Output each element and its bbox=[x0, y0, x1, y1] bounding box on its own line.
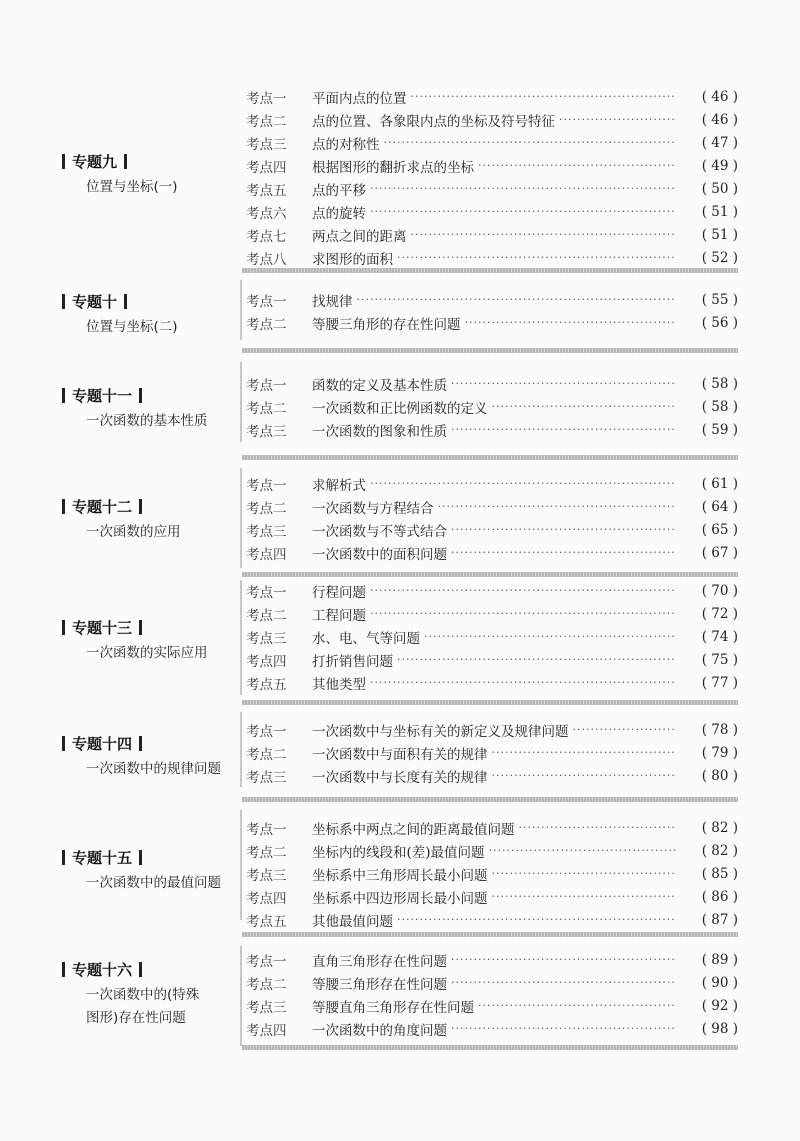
topic-heading bbox=[62, 846, 240, 895]
page-number: ( 85 ) bbox=[701, 865, 738, 882]
entry-title: 点的位置、各象限内点的坐标及符号特征 bbox=[312, 113, 555, 130]
page-number: ( 51 ) bbox=[701, 203, 738, 220]
topic-heading bbox=[62, 495, 240, 544]
dot-leader bbox=[451, 418, 676, 441]
entry-title: 点的旋转 bbox=[312, 205, 366, 222]
exam-point-number: 考点一 bbox=[246, 293, 287, 310]
entry-title: 点的对称性 bbox=[312, 136, 380, 153]
topic-heading bbox=[62, 616, 240, 665]
exam-point-list bbox=[246, 472, 738, 564]
dot-leader bbox=[370, 177, 676, 200]
topic-subtitle: 一次函数的应用 bbox=[86, 524, 181, 540]
page-number: ( 89 ) bbox=[701, 951, 738, 968]
dot-leader bbox=[492, 741, 677, 764]
toc-entry[interactable] bbox=[246, 223, 738, 246]
page-number: ( 75 ) bbox=[701, 651, 738, 668]
topic-tag-label: 专题十三 bbox=[72, 618, 133, 637]
topic-tag bbox=[62, 384, 240, 406]
entry-title: 一次函数的图象和性质 bbox=[312, 423, 447, 440]
section-divider bbox=[242, 700, 738, 705]
page-number: ( 82 ) bbox=[701, 842, 738, 859]
page-number: ( 51 ) bbox=[701, 226, 738, 243]
page-number: ( 61 ) bbox=[701, 475, 738, 492]
section-divider bbox=[242, 268, 738, 273]
exam-point-list bbox=[246, 85, 738, 269]
page-number: ( 79 ) bbox=[701, 744, 738, 761]
page-number: ( 65 ) bbox=[701, 521, 738, 538]
topic-tag bbox=[62, 732, 240, 754]
exam-point-number: 考点一 bbox=[246, 377, 287, 394]
exam-point-number: 考点四 bbox=[246, 546, 287, 563]
topic-heading bbox=[62, 958, 240, 1030]
topic-tag-label: 专题十五 bbox=[72, 848, 133, 867]
toc-entry[interactable] bbox=[246, 395, 738, 418]
dot-leader bbox=[451, 1017, 676, 1040]
page-number: ( 47 ) bbox=[701, 134, 738, 151]
exam-point-list bbox=[246, 579, 738, 694]
page-number: ( 67 ) bbox=[701, 544, 738, 561]
toc-entry[interactable] bbox=[246, 764, 738, 787]
entry-title: 找规律 bbox=[312, 293, 353, 310]
topic-subtitle-line-2: 图形)存在性问题 bbox=[86, 1010, 186, 1026]
exam-point-number: 考点三 bbox=[246, 523, 287, 540]
entry-title: 打折销售问题 bbox=[312, 653, 393, 670]
toc-entry[interactable] bbox=[246, 741, 738, 764]
exam-point-number: 考点二 bbox=[246, 976, 287, 993]
exam-point-number: 考点一 bbox=[246, 90, 287, 107]
page-number: ( 80 ) bbox=[701, 767, 738, 784]
toc-entry[interactable] bbox=[246, 200, 738, 223]
topic-tag-label: 专题十 bbox=[72, 292, 118, 311]
section-bracket bbox=[240, 280, 242, 340]
entry-title: 等腰三角形存在性问题 bbox=[312, 976, 447, 993]
page-number: ( 56 ) bbox=[701, 314, 738, 331]
exam-point-number: 考点五 bbox=[246, 913, 287, 930]
dot-leader bbox=[492, 862, 677, 885]
toc-entry[interactable] bbox=[246, 816, 738, 839]
exam-point-list bbox=[246, 372, 738, 441]
toc-entry[interactable] bbox=[246, 602, 738, 625]
dot-leader bbox=[519, 816, 677, 839]
page-number: ( 59 ) bbox=[701, 421, 738, 438]
section-divider bbox=[242, 1045, 738, 1050]
toc-entry[interactable] bbox=[246, 948, 738, 971]
exam-point-number: 考点二 bbox=[246, 400, 287, 417]
topic-tag-label: 专题十四 bbox=[72, 734, 133, 753]
topic-tag bbox=[62, 290, 240, 312]
topic-tag-label: 专题十六 bbox=[72, 960, 133, 979]
toc-entry[interactable] bbox=[246, 648, 738, 671]
dot-leader bbox=[451, 541, 676, 564]
toc-entry[interactable] bbox=[246, 518, 738, 541]
toc-entry[interactable] bbox=[246, 671, 738, 694]
entry-title: 根据图形的翻折求点的坐标 bbox=[312, 159, 474, 176]
page-number: ( 78 ) bbox=[701, 721, 738, 738]
section-bracket bbox=[240, 468, 242, 568]
page-number: ( 58 ) bbox=[701, 375, 738, 392]
exam-point-number: 考点三 bbox=[246, 867, 287, 884]
dot-leader bbox=[397, 246, 676, 269]
entry-title: 一次函数中与坐标有关的新定义及规律问题 bbox=[312, 723, 569, 740]
page-number: ( 46 ) bbox=[701, 111, 738, 128]
dot-leader bbox=[489, 839, 676, 862]
topic-tag-label: 专题九 bbox=[72, 152, 118, 171]
page-number: ( 74 ) bbox=[701, 628, 738, 645]
entry-title: 函数的定义及基本性质 bbox=[312, 377, 447, 394]
entry-title: 坐标系中三角形周长最小问题 bbox=[312, 867, 488, 884]
exam-point-number: 考点三 bbox=[246, 136, 287, 153]
topic-tag bbox=[62, 846, 240, 868]
page-number: ( 46 ) bbox=[701, 88, 738, 105]
entry-title: 其他类型 bbox=[312, 676, 366, 693]
exam-point-number: 考点二 bbox=[246, 746, 287, 763]
exam-point-number: 考点四 bbox=[246, 890, 287, 907]
dot-leader bbox=[478, 154, 676, 177]
section-divider bbox=[242, 455, 738, 460]
toc-entry[interactable] bbox=[246, 311, 738, 334]
toc-entry[interactable] bbox=[246, 718, 738, 741]
dot-leader bbox=[559, 108, 676, 131]
page-number: ( 49 ) bbox=[701, 157, 738, 174]
topic-heading bbox=[62, 732, 240, 781]
exam-point-number: 考点八 bbox=[246, 251, 287, 268]
toc-entry[interactable] bbox=[246, 625, 738, 648]
page-number: ( 58 ) bbox=[701, 398, 738, 415]
toc-entry[interactable] bbox=[246, 971, 738, 994]
toc-entry[interactable] bbox=[246, 541, 738, 564]
toc-entry[interactable] bbox=[246, 418, 738, 441]
page-number: ( 77 ) bbox=[701, 674, 738, 691]
exam-point-number: 考点二 bbox=[246, 844, 287, 861]
exam-point-number: 考点一 bbox=[246, 723, 287, 740]
exam-point-list bbox=[246, 816, 738, 931]
entry-title: 一次函数中与面积有关的规律 bbox=[312, 746, 488, 763]
entry-title: 等腰直角三角形存在性问题 bbox=[312, 999, 474, 1016]
page-number: ( 50 ) bbox=[701, 180, 738, 197]
topic-tag-label: 专题十一 bbox=[72, 386, 133, 405]
dot-leader bbox=[451, 948, 676, 971]
exam-point-number: 考点四 bbox=[246, 653, 287, 670]
toc-entry[interactable] bbox=[246, 908, 738, 931]
exam-point-number: 考点四 bbox=[246, 159, 287, 176]
toc-entry[interactable] bbox=[246, 372, 738, 395]
exam-point-number: 考点二 bbox=[246, 113, 287, 130]
dot-leader bbox=[492, 395, 677, 418]
topic-tag bbox=[62, 616, 240, 638]
dot-leader bbox=[370, 579, 676, 602]
dot-leader bbox=[451, 518, 676, 541]
dot-leader bbox=[397, 648, 676, 671]
exam-point-list bbox=[246, 948, 738, 1040]
topic-heading bbox=[62, 290, 240, 339]
toc-entry[interactable] bbox=[246, 579, 738, 602]
entry-title: 直角三角形存在性问题 bbox=[312, 953, 447, 970]
topic-tag bbox=[62, 958, 240, 980]
exam-point-number: 考点五 bbox=[246, 676, 287, 693]
topic-subtitle: 一次函数的实际应用 bbox=[86, 645, 208, 661]
section-bracket bbox=[240, 712, 242, 787]
page-number: ( 82 ) bbox=[701, 819, 738, 836]
topic-tag bbox=[62, 495, 240, 517]
page-number: ( 87 ) bbox=[701, 911, 738, 928]
page-number: ( 98 ) bbox=[701, 1020, 738, 1037]
entry-title: 行程问题 bbox=[312, 584, 366, 601]
toc-entry[interactable] bbox=[246, 495, 738, 518]
page-number: ( 55 ) bbox=[701, 291, 738, 308]
exam-point-list bbox=[246, 288, 738, 334]
page-number: ( 86 ) bbox=[701, 888, 738, 905]
section-bracket bbox=[240, 810, 242, 920]
toc-entry[interactable] bbox=[246, 1017, 738, 1040]
entry-title: 水、电、气等问题 bbox=[312, 630, 420, 647]
section-divider bbox=[242, 932, 738, 937]
section-bracket bbox=[240, 946, 242, 1046]
exam-point-number: 考点四 bbox=[246, 1022, 287, 1039]
exam-point-number: 考点五 bbox=[246, 182, 287, 199]
section-bracket bbox=[240, 362, 242, 442]
topic-subtitle: 一次函数的基本性质 bbox=[86, 413, 208, 429]
page-number: ( 70 ) bbox=[701, 582, 738, 599]
entry-title: 等腰三角形的存在性问题 bbox=[312, 316, 461, 333]
toc-entry[interactable] bbox=[246, 288, 738, 311]
dot-leader bbox=[492, 885, 677, 908]
topic-heading bbox=[62, 150, 240, 199]
exam-point-number: 考点三 bbox=[246, 769, 287, 786]
toc-entry[interactable] bbox=[246, 85, 738, 108]
dot-leader bbox=[411, 223, 677, 246]
dot-leader bbox=[384, 131, 677, 154]
dot-leader bbox=[573, 718, 677, 741]
dot-leader bbox=[370, 671, 676, 694]
entry-title: 一次函数与方程结合 bbox=[312, 500, 434, 517]
dot-leader bbox=[438, 495, 677, 518]
topic-heading bbox=[62, 384, 240, 433]
topic-subtitle: 一次函数中的最值问题 bbox=[86, 875, 221, 891]
entry-title: 工程问题 bbox=[312, 607, 366, 624]
dot-leader bbox=[370, 200, 676, 223]
entry-title: 一次函数中的角度问题 bbox=[312, 1022, 447, 1039]
page-number: ( 52 ) bbox=[701, 249, 738, 266]
entry-title: 一次函数中与长度有关的规律 bbox=[312, 769, 488, 786]
entry-title: 求解析式 bbox=[312, 477, 366, 494]
exam-point-number: 考点一 bbox=[246, 477, 287, 494]
exam-point-list bbox=[246, 718, 738, 787]
page-number: ( 72 ) bbox=[701, 605, 738, 622]
dot-leader bbox=[357, 288, 677, 311]
topic-subtitle: 一次函数中的规律问题 bbox=[86, 761, 221, 777]
entry-title: 两点之间的距离 bbox=[312, 228, 407, 245]
dot-leader bbox=[451, 372, 676, 395]
dot-leader bbox=[411, 85, 677, 108]
exam-point-number: 考点三 bbox=[246, 630, 287, 647]
toc-entry[interactable] bbox=[246, 472, 738, 495]
toc-entry[interactable] bbox=[246, 108, 738, 131]
section-bracket bbox=[240, 580, 242, 695]
exam-point-number: 考点七 bbox=[246, 228, 287, 245]
page-number: ( 64 ) bbox=[701, 498, 738, 515]
page-number: ( 92 ) bbox=[701, 997, 738, 1014]
toc-entry[interactable] bbox=[246, 131, 738, 154]
exam-point-number: 考点一 bbox=[246, 584, 287, 601]
entry-title: 点的平移 bbox=[312, 182, 366, 199]
section-divider bbox=[242, 572, 738, 577]
dot-leader bbox=[451, 971, 676, 994]
entry-title: 一次函数与不等式结合 bbox=[312, 523, 447, 540]
toc-entry[interactable] bbox=[246, 994, 738, 1017]
entry-title: 坐标系中两点之间的距离最值问题 bbox=[312, 821, 515, 838]
exam-point-number: 考点二 bbox=[246, 316, 287, 333]
dot-leader bbox=[370, 602, 676, 625]
toc-entry[interactable] bbox=[246, 177, 738, 200]
entry-title: 平面内点的位置 bbox=[312, 90, 407, 107]
toc-entry[interactable] bbox=[246, 154, 738, 177]
dot-leader bbox=[370, 472, 676, 495]
dot-leader bbox=[492, 764, 677, 787]
exam-point-number: 考点三 bbox=[246, 423, 287, 440]
toc-entry[interactable] bbox=[246, 885, 738, 908]
entry-title: 坐标内的线段和(差)最值问题 bbox=[312, 844, 485, 861]
dot-leader bbox=[465, 311, 677, 334]
entry-title: 求图形的面积 bbox=[312, 251, 393, 268]
toc-entry[interactable] bbox=[246, 246, 738, 269]
topic-subtitle: 位置与坐标(二) bbox=[86, 319, 178, 335]
exam-point-number: 考点二 bbox=[246, 607, 287, 624]
toc-entry[interactable] bbox=[246, 862, 738, 885]
dot-leader bbox=[397, 908, 676, 931]
exam-point-number: 考点六 bbox=[246, 205, 287, 222]
exam-point-number: 考点二 bbox=[246, 500, 287, 517]
topic-tag bbox=[62, 150, 240, 172]
section-divider bbox=[242, 348, 738, 353]
exam-point-number: 考点三 bbox=[246, 999, 287, 1016]
topic-subtitle-line-1: 一次函数中的(特殊 bbox=[86, 987, 200, 1003]
section-divider bbox=[242, 797, 738, 802]
entry-title: 坐标系中四边形周长最小问题 bbox=[312, 890, 488, 907]
exam-point-number: 考点一 bbox=[246, 821, 287, 838]
page-number: ( 90 ) bbox=[701, 974, 738, 991]
topic-tag-label: 专题十二 bbox=[72, 497, 133, 516]
entry-title: 一次函数中的面积问题 bbox=[312, 546, 447, 563]
toc-entry[interactable] bbox=[246, 839, 738, 862]
dot-leader bbox=[424, 625, 676, 648]
topic-subtitle: 位置与坐标(一) bbox=[86, 179, 178, 195]
dot-leader bbox=[478, 994, 676, 1017]
entry-title: 其他最值问题 bbox=[312, 913, 393, 930]
entry-title: 一次函数和正比例函数的定义 bbox=[312, 400, 488, 417]
exam-point-number: 考点一 bbox=[246, 953, 287, 970]
